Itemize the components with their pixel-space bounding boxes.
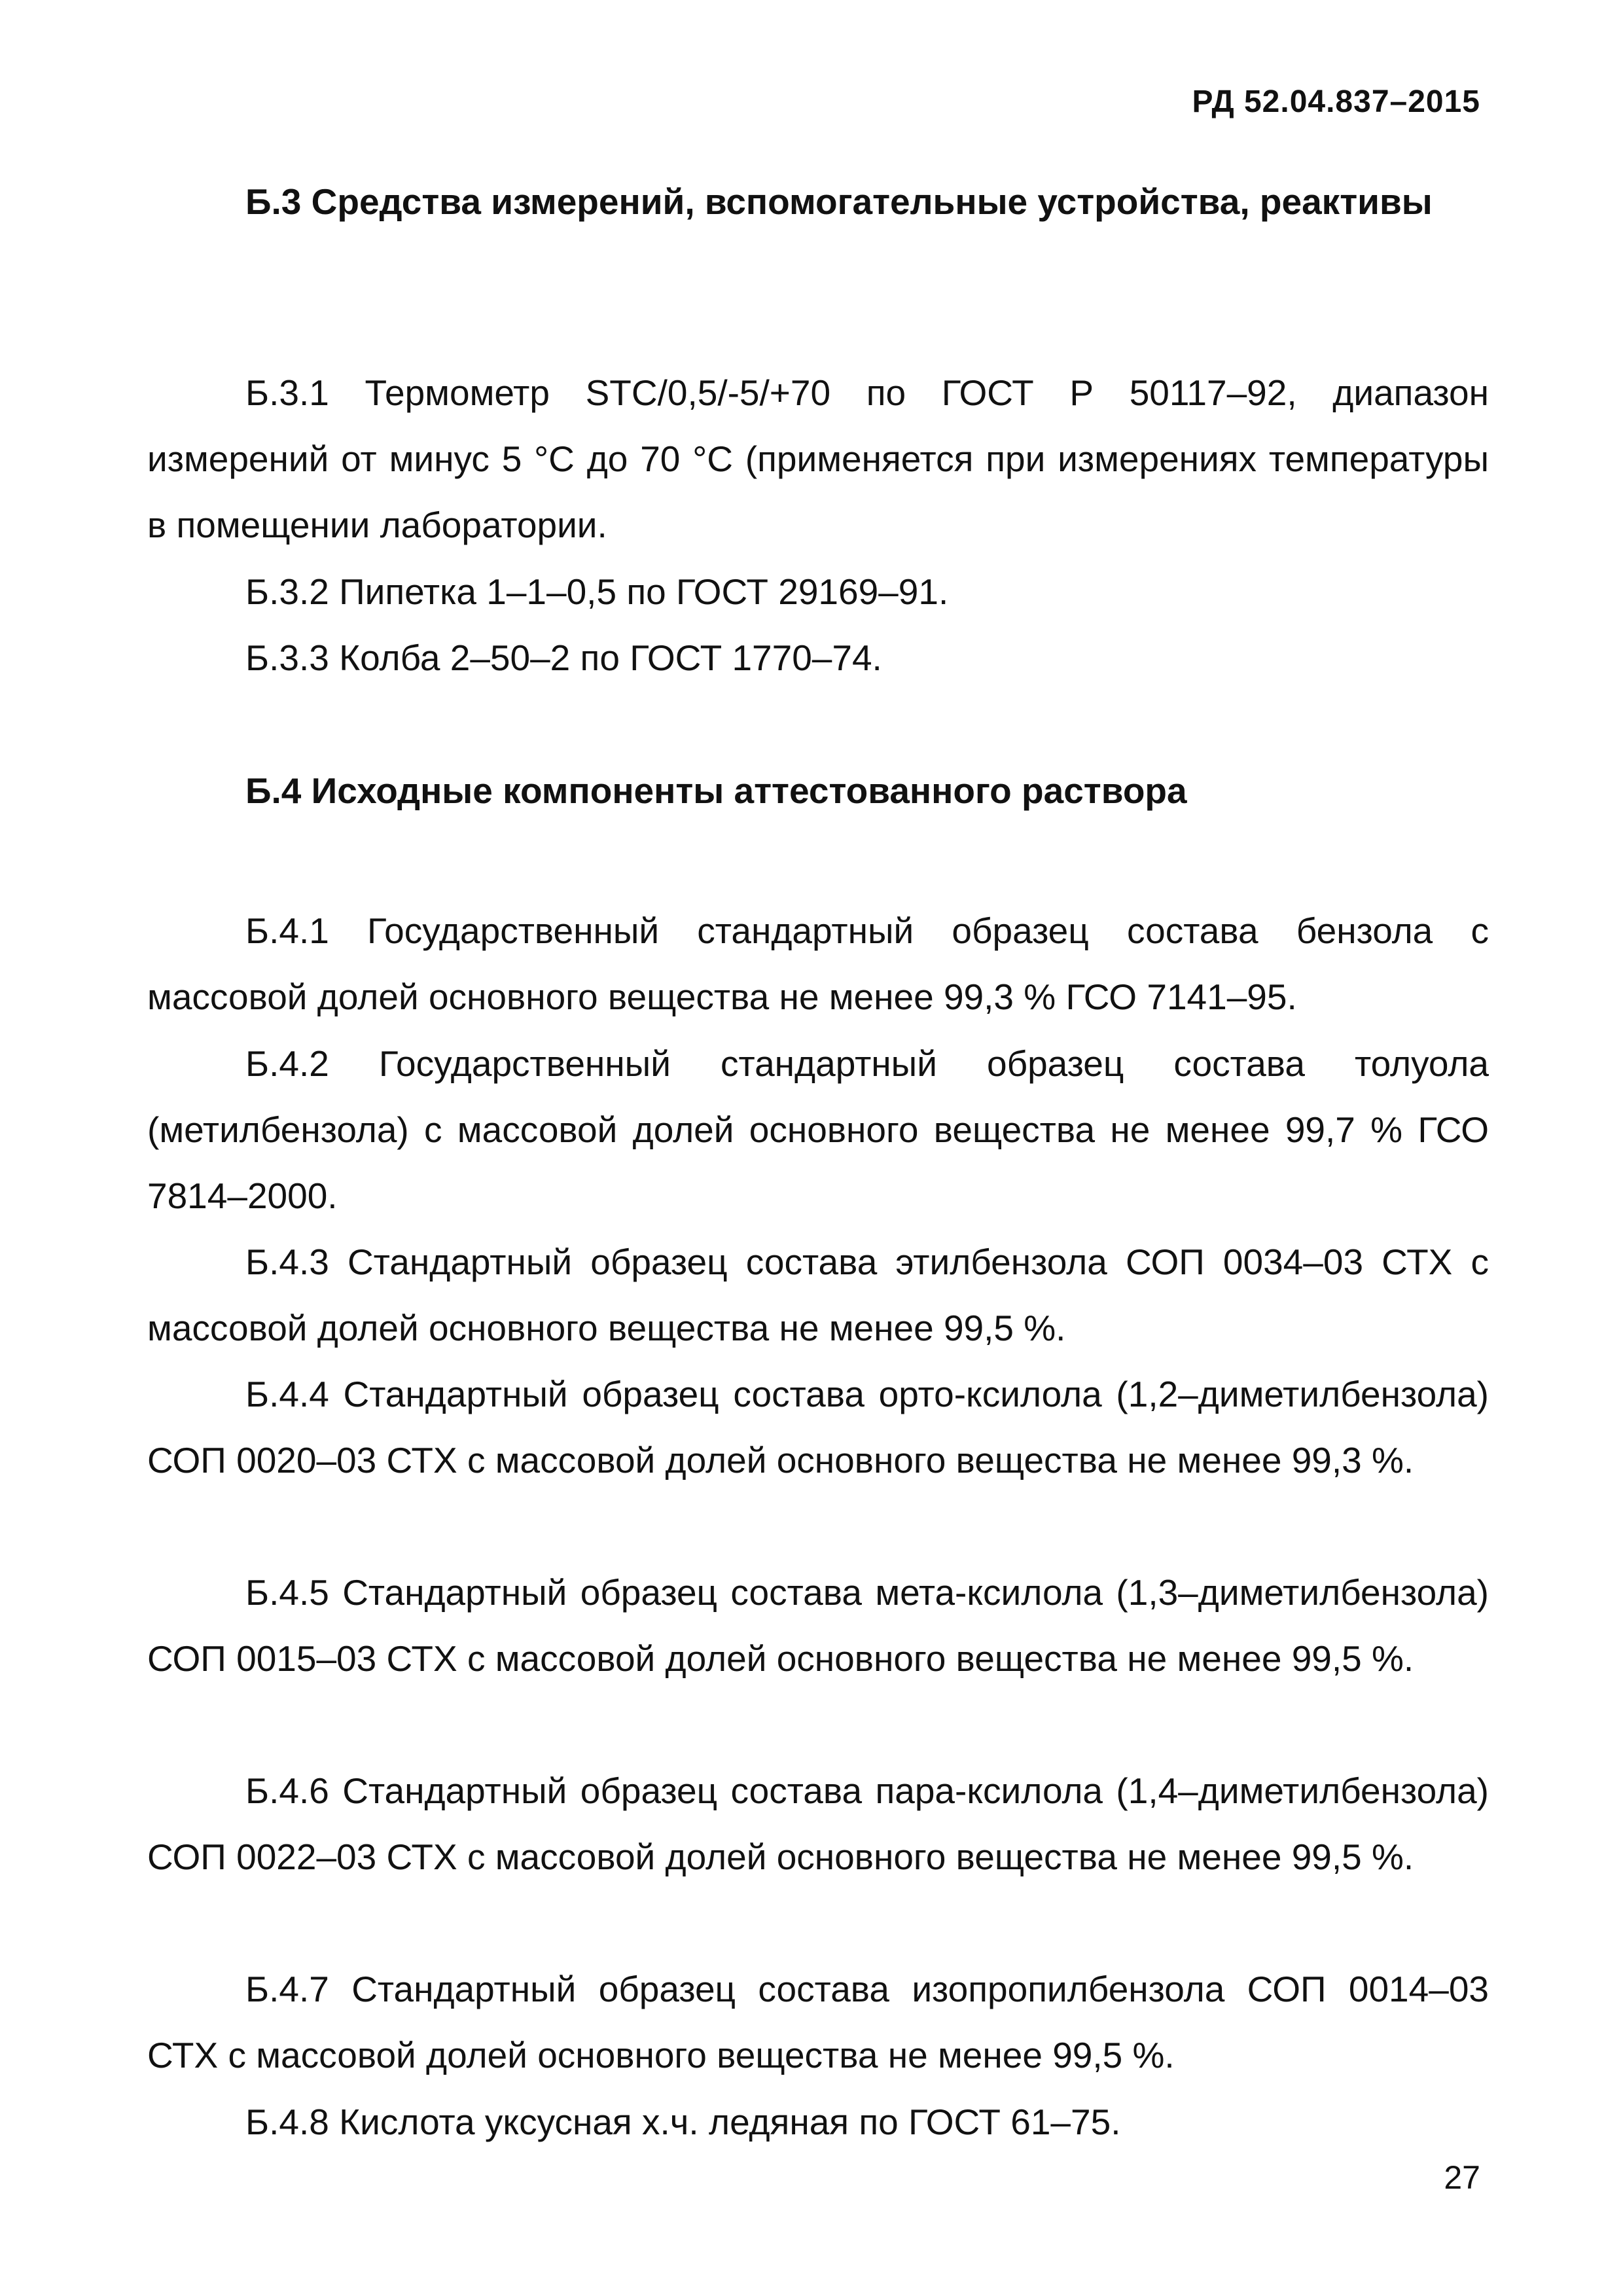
item-b3-3: Б.3.3 Колба 2–50–2 по ГОСТ 1770–74.: [245, 637, 882, 678]
page-number: 27: [1444, 2159, 1480, 2196]
section-b3-heading: Б.3 Средства измерений, вспомогательные устройства, реактивы: [245, 181, 1433, 222]
document-code: РД 52.04.837–2015: [1192, 84, 1480, 119]
item-b3-2: Б.3.2 Пипетка 1–1–0,5 по ГОСТ 29169–91.: [245, 571, 949, 612]
item-b3-1: Б.3.1 Термометр STC/0,5/-5/+70 по ГОСТ Р 50117–92, диапазон измерений от минус 5 °С до 70 °С (применяется при измерениях температуры в помещении лаборатории.: [147, 372, 1489, 545]
item-b4-2: Б.4.2 Государственный стандартный образец состава толуола (метилбензола) с массовой долей основного вещества не менее 99,7 % ГСО 7814–2000.: [147, 1043, 1489, 1216]
item-b4-5: Б.4.5 Стандартный образец состава мета-ксилола (1,3–диметилбензола) СОП 0015–03 СТХ с массовой долей основного вещества не менее 99,5 %.: [147, 1572, 1489, 1679]
item-b4-7: Б.4.7 Стандартный образец состава изопропилбензола СОП 0014–03 СТХ с массовой долей основного вещества не менее 99,5 %.: [147, 1969, 1489, 2075]
section-b4-heading: Б.4 Исходные компоненты аттестованного раствора: [245, 770, 1187, 811]
item-b4-4: Б.4.4 Стандартный образец состава орто-ксилола (1,2–диметилбензола) СОП 0020–03 СТХ с массовой долей основного вещества не менее 99,3 %.: [147, 1374, 1489, 1480]
item-b4-3: Б.4.3 Стандартный образец состава этилбензола СОП 0034–03 СТХ с массовой долей основного вещества не менее 99,5 %.: [147, 1242, 1489, 1348]
item-b4-1: Б.4.1 Государственный стандартный образец состава бензола с массовой долей основного вещества не менее 99,3 % ГСО 7141–95.: [147, 910, 1489, 1017]
item-b4-8: Б.4.8 Кислота уксусная х.ч. ледяная по ГОСТ 61–75.: [245, 2102, 1121, 2142]
item-b4-6: Б.4.6 Стандартный образец состава пара-ксилола (1,4–диметилбензола) СОП 0022–03 СТХ с массовой долей основного вещества не менее 99,5 %.: [147, 1770, 1489, 1877]
